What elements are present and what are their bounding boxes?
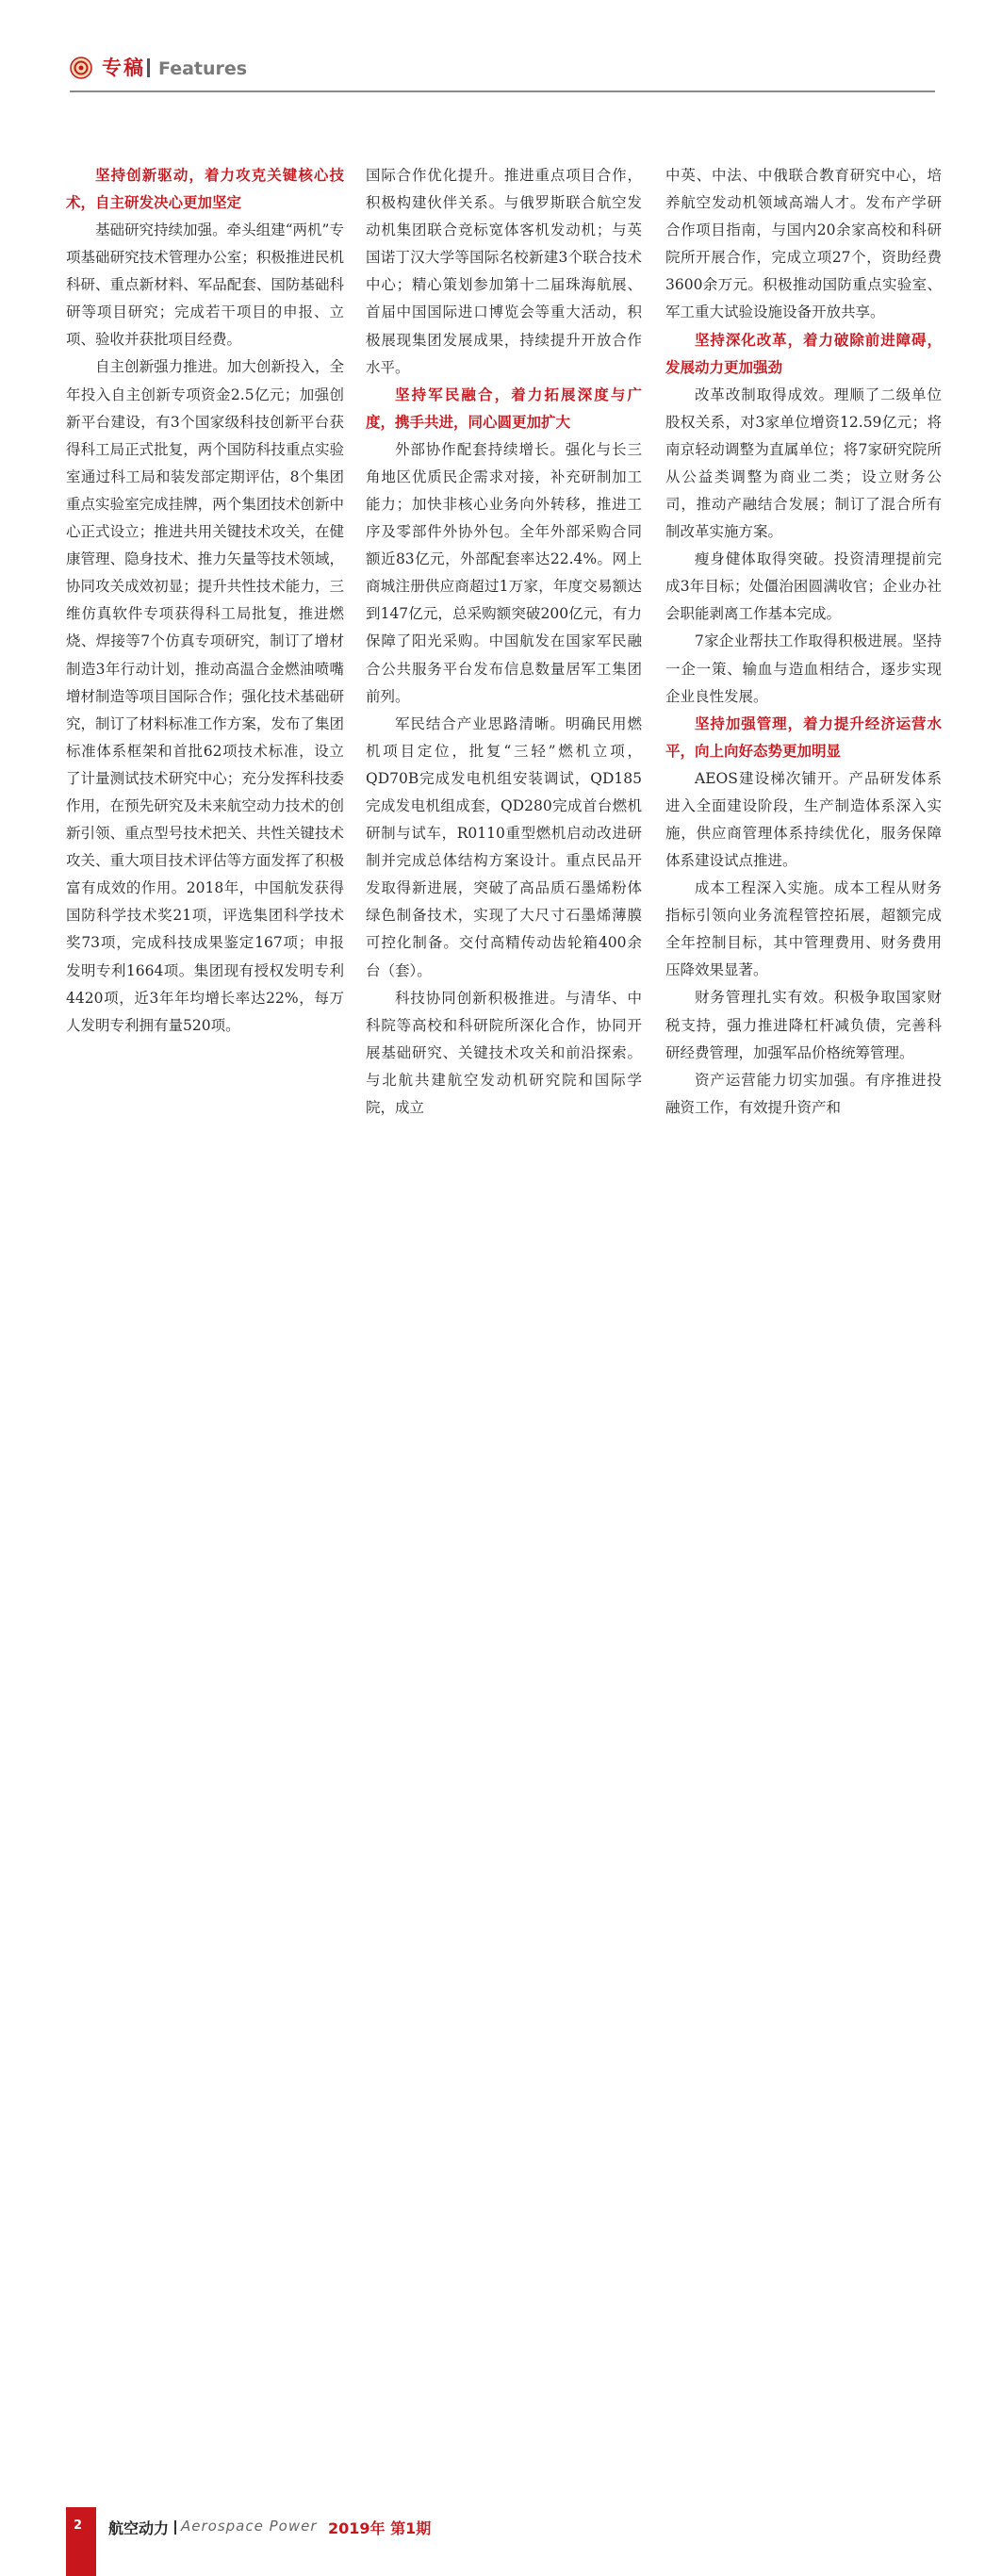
page-number: 2 <box>74 2519 83 2533</box>
footer-divider <box>174 2520 176 2535</box>
section-heading: 坚持加强管理，着力提升经济运营水平，向上向好态势更加明显 <box>665 714 942 760</box>
page-footer <box>0 1254 985 2537</box>
article-column-2 <box>366 162 642 1237</box>
section-heading: 坚持军民融合，着力拓展深度与广度，携手共进，同心圆更加扩大 <box>366 386 642 431</box>
paragraph: 瘦身健体取得突破。投资清理提前完成3年目标；处僵治困圆满收官；企业办社会职能剥离工作基本完成。 <box>665 550 942 623</box>
paragraph: AEOS建设梯次铺开。产品研发体系进入全面建设阶段，生产制造体系深入实施，供应商管理体系持续优化，服务保障体系建设试点推进。 <box>665 769 942 869</box>
paragraph: 财务管理扎实有效。积极争取国家财税支持，强力推进降杠杆减负债，完善科研经费管理，加强军品价格统筹管理。 <box>665 989 942 1061</box>
journal-name-en: Aerospace Power <box>181 2518 318 2535</box>
paragraph: 资产运营能力切实加强。有序推进投融资工作，有效提升资产和 <box>665 1071 942 1116</box>
logo-icon <box>70 57 92 79</box>
paragraph: 军民结合产业思路清晰。明确民用燃机项目定位，批复“三轻”燃机立项，QD70B完成发电机组安装调试，QD185完成发电机组成套，QD280完成首台燃机研制与试车，R0110重型燃机启动改进研制并完成总体结构方案设计。重点民品开发取得新进展，突破了高品质石墨烯粉体绿色制备技术，实现了大尺寸石墨烯薄膜可控化制备。交付高精传动齿轮箱400余台（套）。 <box>366 714 642 979</box>
paragraph: 自主创新强力推进。加大创新投入，全年投入自主创新专项资金2.5亿元；加强创新平台建设，有3个国家级科技创新平台获得科工局正式批复，两个国防科技重点实验室通过科工局和装发部定期评估，8个集团重点实验室完成挂牌，两个集团技术创新中心正式设立；推进共用关键技术攻关，在健康管理、隐身技术、推力矢量等技术领域，协同攻关成效初显；提升共性技术能力，三维仿真软件专项获得科工局批复，推进燃烧、焊接等7个仿真专项研究，制订了增材制造3年行动计划，推动高温合金燃油喷嘴增材制造等项目国际合作；强化技术基础研究，制订了材料标准工作方案，发布了集团标准体系框架和首批62项技术标准，设立了计量测试技术研究中心；充分发挥科技委作用，在预先研究及未来航空动力技术的创新引领、重点型号技术把关、共性关键技术攻关、重大项目技术评估等方面发挥了积极富有成效的作用。2018年，中国航发获得国防科学技术奖21项，评选集团科学技术奖73项，完成科技成果鉴定167项；申报发明专利1664项。集团现有授权发明专利4420项，近3年年均增长率达22%，每万人发明专利拥有量520项。 <box>66 358 344 1034</box>
section-title: 专稿 <box>102 57 145 79</box>
article-column-3 <box>665 162 942 1237</box>
paragraph: 中英、中法、中俄联合教育研究中心，培养航空发动机领域高端人才。发布产学研合作项目指南，与国内20余家高校和科研院所开展合作，完成立项27个，资助经费3600余万元。积极推动国防重点实验室、军工重大试验设施设备开放共享。 <box>665 167 942 321</box>
page-header <box>0 0 985 94</box>
paragraph: 改革改制取得成效。理顺了二级单位股权关系，对3家单位增资12.59亿元；将南京轻动调整为直属单位；将7家研究院所从公益类调整为商业二类；设立财务公司，推动产融结合发展；制订了混合所有制改革实施方案。 <box>665 386 942 541</box>
journal-name: 航空动力 <box>108 2519 170 2537</box>
issue-label: 2019年 第1期 <box>328 2519 432 2537</box>
article-column-1 <box>66 162 344 1237</box>
paragraph: 基础研究持续加强。牵头组建“两机”专项基础研究技术管理办公室；积极推进民机科研、重点新材料、军品配套、国防基础科研等项目研究；完成若干项目的申报、立项、验收并获批项目经费。 <box>66 222 344 349</box>
section-heading: 坚持创新驱动，着力攻克关键核心技术，自主研发决心更加坚定 <box>66 167 344 211</box>
header-divider <box>147 58 150 77</box>
section-heading: 坚持深化改革，着力破除前进障碍，发展动力更加强劲 <box>665 331 942 376</box>
paragraph: 国际合作优化提升。推进重点项目合作，积极构建伙伴关系。与俄罗斯联合航空发动机集团联合竞标宽体客机发动机；与英国诺丁汉大学等国际名校新建3个联合技术中心；精心策划参加第十二届珠海航展、首届中国国际进口博览会等重大活动，积极展现集团发展成果，持续提升开放合作水平。 <box>366 167 642 376</box>
page-number-box <box>66 2507 96 2576</box>
paragraph: 外部协作配套持续增长。强化与长三角地区优质民企需求对接，补充研制加工能力；加快非核心业务向外转移，推进工序及零部件外协外包。全年外部采购合同额近83亿元，外部配套率达22.4%。网上商城注册供应商超过1万家，年度交易额达到147亿元，总采购额突破200亿元，有力保障了阳光采购。中国航发在国家军民融合公共服务平台发布信息数量居军工集团前列。 <box>366 440 642 705</box>
paragraph: 成本工程深入实施。成本工程从财务指标引领向业务流程管控拓展，超额完成全年控制目标，其中管理费用、财务费用压降效果显著。 <box>665 879 942 979</box>
paragraph: 科技协同创新积极推进。与清华、中科院等高校和科研院所深化合作，协同开展基础研究、关键技术攻关和前沿探索。与北航共建航空发动机研究院和国际学院，成立 <box>366 989 642 1116</box>
section-title-en: Features <box>158 58 248 79</box>
header-rule <box>70 90 935 92</box>
paragraph: 7家企业帮扶工作取得积极进展。坚持一企一策、输血与造血相结合，逐步实现企业良性发展。 <box>665 632 942 705</box>
